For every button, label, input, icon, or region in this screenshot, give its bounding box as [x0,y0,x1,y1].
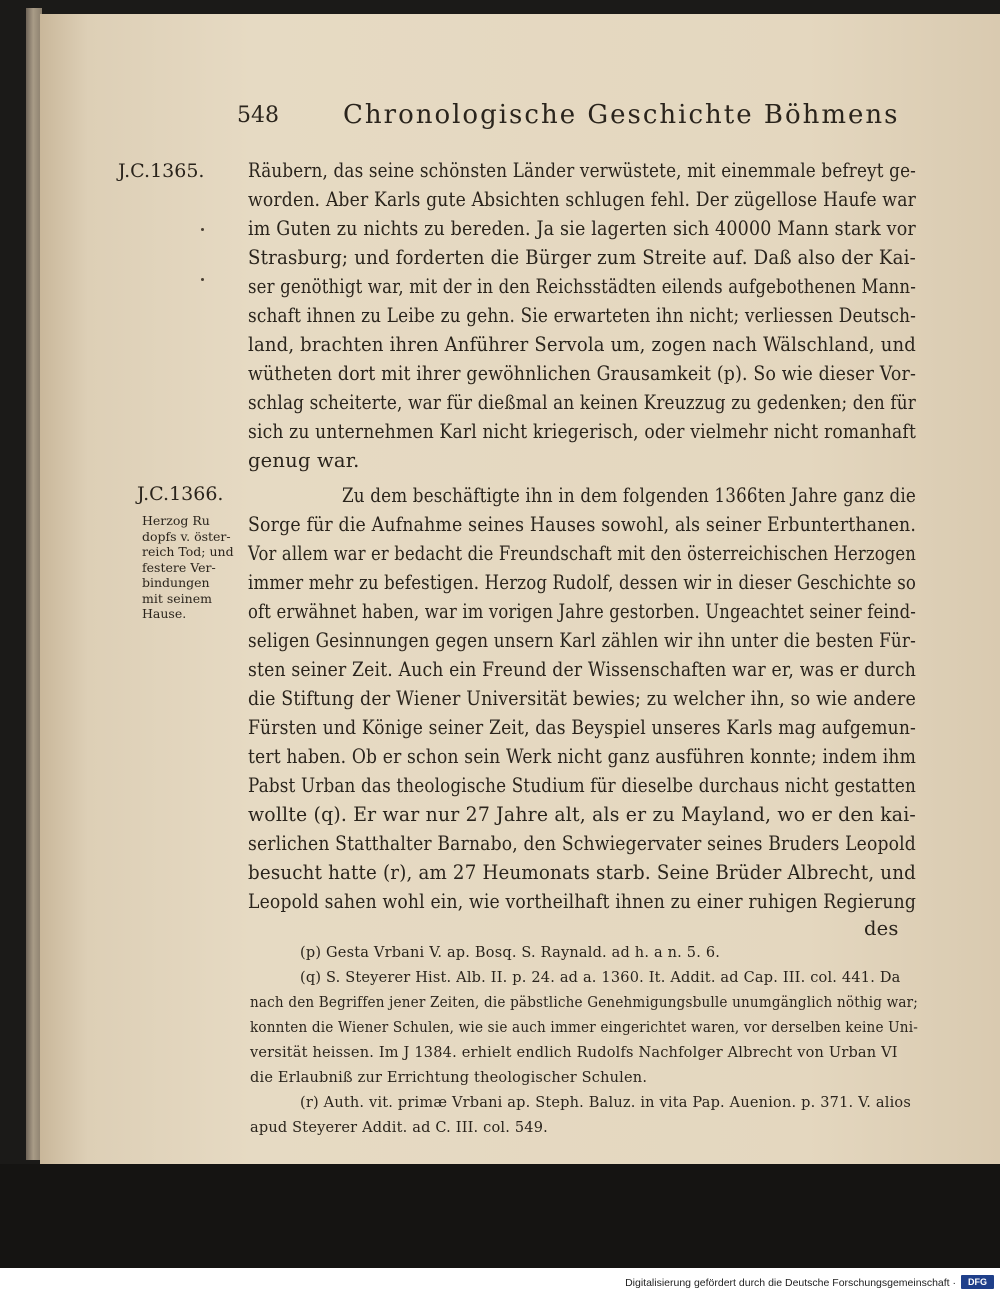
margin-mark [201,228,204,231]
digitization-footer [0,1268,1000,1295]
text-line: schlag scheiterte, war für dießmal an keinen Kreuzzug zu gedenken; den für [248,391,917,414]
dfg-logo: DFG [961,1275,994,1289]
text-line: sten seiner Zeit. Auch ein Freund der Wissenschaften war er, was er durch [248,658,916,681]
text-line: im Guten zu nichts zu bereden. Ja sie lagerten sich 40000 Mann stark vor [248,217,916,240]
footnote-q: (q) S. Steyerer Hist. Alb. II. p. 24. ad a. 1360. It. Addit. ad Cap. III. col. 441. Da [300,970,901,986]
text-line: Fürsten und Könige seiner Zeit, das Beyspiel unseres Karls mag aufgemun- [248,716,917,739]
text-line: Leopold sahen wohl ein, wie vortheilhaft ihnen zu einer ruhigen Regierung [248,890,917,913]
margin-mark [201,278,204,281]
margin-year-1366: J.C.1366. [137,483,224,505]
footnote-r: (r) Auth. vit. primæ Vrbani ap. Steph. Baluz. in vita Pap. Auenion. p. 371. V. alios [300,1095,911,1111]
text-line: tert haben. Ob er schon sein Werk nicht ganz ausführen konnte; indem ihm [248,745,917,768]
side-note-line: dopfs v. öster- [142,528,231,544]
text-line: sich zu unternehmen Karl nicht kriegerisch, oder vielmehr nicht romanhaft [248,420,917,443]
side-note-line: festere Ver- [142,559,216,575]
text-line: Räubern, das seine schönsten Länder verwüstete, mit einemmale befreyt ge- [248,159,917,182]
footnote-q-continued: versität heissen. Im J 1384. erhielt endlich Rudolfs Nachfolger Albrecht von Urban VI [250,1045,898,1061]
text-line: immer mehr zu befestigen. Herzog Rudolf, dessen wir in dieser Geschichte so [248,571,917,594]
text-line: wollte (q). Er war nur 27 Jahre alt, als er zu Mayland, wo er den kai- [248,803,916,826]
side-note-line: bindungen [142,575,210,590]
text-line: ser genöthigt war, mit der in den Reichsstädten eilends aufgebothenen Mann- [248,275,916,298]
scan-background [0,1164,1000,1268]
footnote-q-continued: konnten die Wiener Schulen, wie sie auch immer eingerichtet waren, vor derselben keine Uni- [250,1020,919,1036]
side-note-line: Hause. [142,606,187,621]
text-line: die Stiftung der Wiener Universität bewies; zu welcher ihn, so wie andere [248,687,917,710]
text-line: seligen Gesinnungen gegen unsern Karl zählen wir ihn unter die besten Für- [248,629,916,652]
text-line: land, brachten ihren Anführer Servola um, zogen nach Wälschland, und [248,333,916,356]
funding-credit: Digitalisierung gefördert durch die Deutsche Forschungsgemeinschaft · [625,1277,956,1289]
footnote-r-continued: apud Steyerer Addit. ad C. III. col. 549. [250,1120,548,1136]
side-note-line: Herzog Ru [142,513,210,528]
running-title: Chronologische Geschichte Böhmens [343,100,900,130]
side-note-line: mit seinem [142,590,212,606]
footnote-p: (p) Gesta Vrbani V. ap. Bosq. S. Raynald. ad h. a n. 5. 6. [300,945,721,961]
side-note [142,513,242,622]
text-line: Pabst Urban das theologische Studium für dieselbe durchaus nicht gestatten [248,774,916,797]
catchword: des [864,917,899,940]
footnote-q-continued: nach den Begriffen jener Zeiten, die päbstliche Genehmigungsbulle unumgänglich nöthig war; [250,995,919,1011]
text-line: wütheten dort mit ihrer gewöhnlichen Grausamkeit (p). So wie dieser Vor- [248,362,916,385]
text-line: schaft ihnen zu Leibe zu gehn. Sie erwarteten ihn nicht; verliessen Deutsch- [248,304,917,327]
text-line: serlichen Statthalter Barnabo, den Schwiegervater seines Bruders Leopold [248,832,916,855]
text-line: Sorge für die Aufnahme seines Hauses sowohl, als seiner Erbunterthanen. [248,513,917,536]
text-line: worden. Aber Karls gute Absichten schlugen fehl. Der zügellose Haufe war [248,188,917,211]
text-line: genug war. [248,449,360,472]
text-line: besucht hatte (r), am 27 Heumonats starb. Seine Brüder Albrecht, und [248,861,916,884]
text-line: Zu dem beschäftigte ihn in dem folgenden 1366ten Jahre ganz die [342,484,916,507]
side-note-line: reich Tod; und [142,544,234,559]
text-line: oft erwähnet haben, war im vorigen Jahre gestorben. Ungeachtet seiner feind- [248,600,916,623]
margin-year-1365: J.C.1365. [118,160,205,182]
text-line: Strasburg; und forderten die Bürger zum Streite auf. Daß also der Kai- [248,246,916,269]
footnote-q-continued: die Erlaubniß zur Errichtung theologischer Schulen. [250,1070,648,1086]
text-line: Vor allem war er bedacht die Freundschaft mit den österreichischen Herzogen [248,542,916,565]
page-number: 548 [237,103,279,128]
